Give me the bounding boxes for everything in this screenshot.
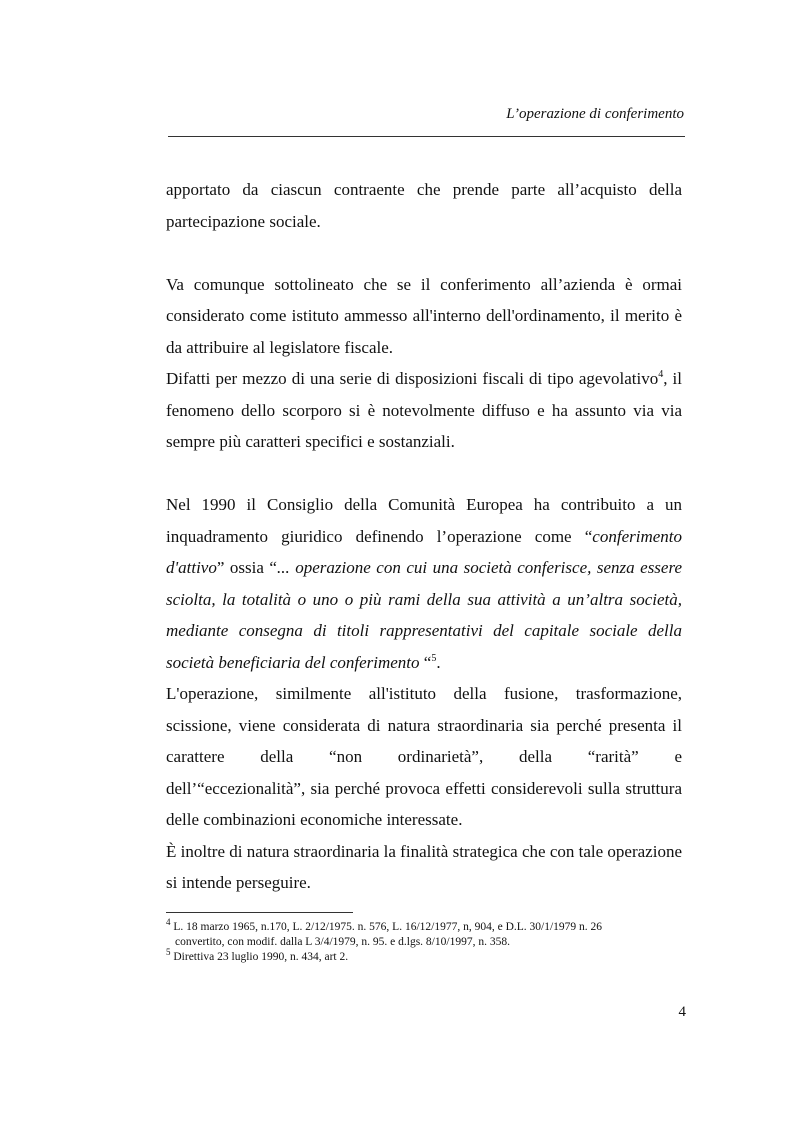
footnote-4-line-2: convertito, con modif. dalla L 3/4/1979, n. 95. e d.lgs. 8/10/1997, n. 358. — [175, 936, 510, 948]
page-number: 4 — [678, 1004, 686, 1020]
footnote-ref-4[interactable]: 4 — [658, 369, 664, 380]
paragraph-4-italic-quote: ... operazione con cui una società conferisce, senza essere sciolta, la totalità o uno o più rami della sua attività a un’altra società, mediante consegna di titoli rappresentativi del capitale sociale della società beneficiaria del conferimento — [166, 558, 682, 672]
footnote-separator — [166, 912, 353, 913]
paragraph-4-text-d: . — [436, 652, 441, 672]
footnote-4-line-1: L. 18 marzo 1965, n.170, L. 2/12/1975. n. 576, L. 16/12/1977, n, 904, e D.L. 30/1/1979 n. 26 — [173, 921, 603, 933]
header-rule — [168, 136, 685, 137]
footnote-number: 4 — [166, 917, 171, 927]
paragraph-5-justified: L'operazione, similmente all'istituto della fusione, trasformazione, scissione, viene considerata di natura straordinaria sia perché presenta il carattere della “non ordinarietà”, della “rarità” e — [166, 684, 682, 766]
paragraph-4-text-b: ” ossia “ — [216, 558, 277, 577]
paragraph-4-text-c: “ — [419, 652, 432, 672]
paragraph-2: Va comunque sottolineato che se il conferimento all’azienda è ormai considerato come istituto ammesso all'interno dell'ordinamento, il merito è da attribuire al legislatore fiscale. — [166, 274, 682, 357]
footnote-4 — [166, 917, 684, 950]
paragraph-4-italic-term: conferimento d'attivo — [166, 526, 682, 577]
paragraph-6: È inoltre di natura straordinaria la finalità strategica che con tale operazione si intende perseguire. — [166, 841, 682, 892]
paragraph-5-rest: dell’“eccezionalità”, sia perché provoca effetti considerevoli sulla struttura delle combinazioni economiche interessate. — [166, 778, 682, 829]
body-text — [166, 174, 682, 899]
footnote-5 — [166, 947, 684, 965]
paragraph-4-text-a: Nel 1990 il Consiglio della Comunità Europea ha contribuito a un inquadramento giuridico definendo l’operazione come “ — [166, 495, 682, 546]
paragraph-3 — [166, 363, 682, 458]
running-header-title: L’operazione di conferimento — [506, 106, 684, 122]
paragraph-4 — [166, 489, 682, 678]
footnotes — [166, 917, 684, 965]
paragraph-3-text-a: Difatti per mezzo di una serie di disposizioni fiscali di tipo agevolativo — [166, 369, 659, 388]
footnote-5-text: Direttiva 23 luglio 1990, n. 434, art 2. — [173, 951, 349, 963]
footnote-number: 5 — [166, 947, 171, 957]
paragraph-1: apportato da ciascun contraente che prende parte all’acquisto della partecipazione sociale. — [166, 180, 682, 231]
footnote-ref-5[interactable]: 5 — [431, 652, 437, 664]
paragraph-3-text-b: , il fenomeno dello scorporo si è notevolmente diffuso e ha assunto via via sempre più caratteri specifici e sostanziali. — [166, 369, 682, 451]
